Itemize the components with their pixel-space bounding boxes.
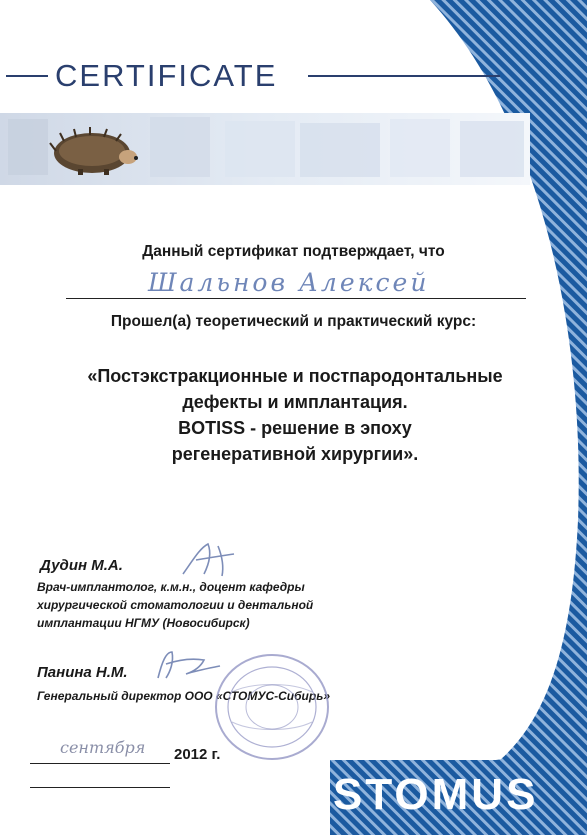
signature-1-icon	[178, 540, 248, 580]
recipient-name: Шальнов Алексей	[148, 268, 430, 297]
signatory-1-name: Дудин М.А.	[40, 557, 123, 574]
date-year: 2012 г.	[174, 746, 221, 763]
header-rule-right	[308, 75, 500, 77]
company-stamp-icon	[212, 652, 332, 762]
extra-line	[30, 787, 170, 788]
date-line	[30, 763, 170, 764]
signatory-1-description	[37, 578, 313, 632]
certificate-title: CERTIFICATE	[55, 58, 278, 93]
course-title-line: регенеративной хирургии».	[171, 444, 419, 464]
description-line: хирургической стоматологии и дентальной	[37, 598, 314, 612]
description-line: имплантации НГМУ (Новосибирск)	[37, 616, 250, 630]
date-month: сентября	[60, 738, 146, 757]
confirm-text: Данный сертификат подтверждает, что	[142, 243, 445, 260]
description-line: Врач-имплантолог, к.м.н., доцент кафедры	[37, 580, 305, 594]
header-rule-left	[6, 75, 48, 77]
passed-course-text: Прошел(а) теоретический и практический курс:	[110, 313, 477, 330]
brand-logo-text: STOMUS	[333, 770, 539, 819]
photo-collage-strip	[0, 113, 530, 185]
course-title-line: дефекты и имплантация.	[182, 392, 408, 412]
recipient-name-line	[66, 298, 526, 299]
signatory-2-name: Панина Н.М.	[37, 664, 128, 681]
course-title-line: «Постэкстракционные и постпародонтальные	[87, 366, 503, 386]
course-title-line: BOTISS - решение в эпоху	[178, 418, 412, 438]
certificate-header	[0, 58, 587, 98]
description-line: Генеральный директор ООО «СТОМУС-Сибирь»	[37, 689, 330, 703]
course-title	[40, 363, 550, 467]
